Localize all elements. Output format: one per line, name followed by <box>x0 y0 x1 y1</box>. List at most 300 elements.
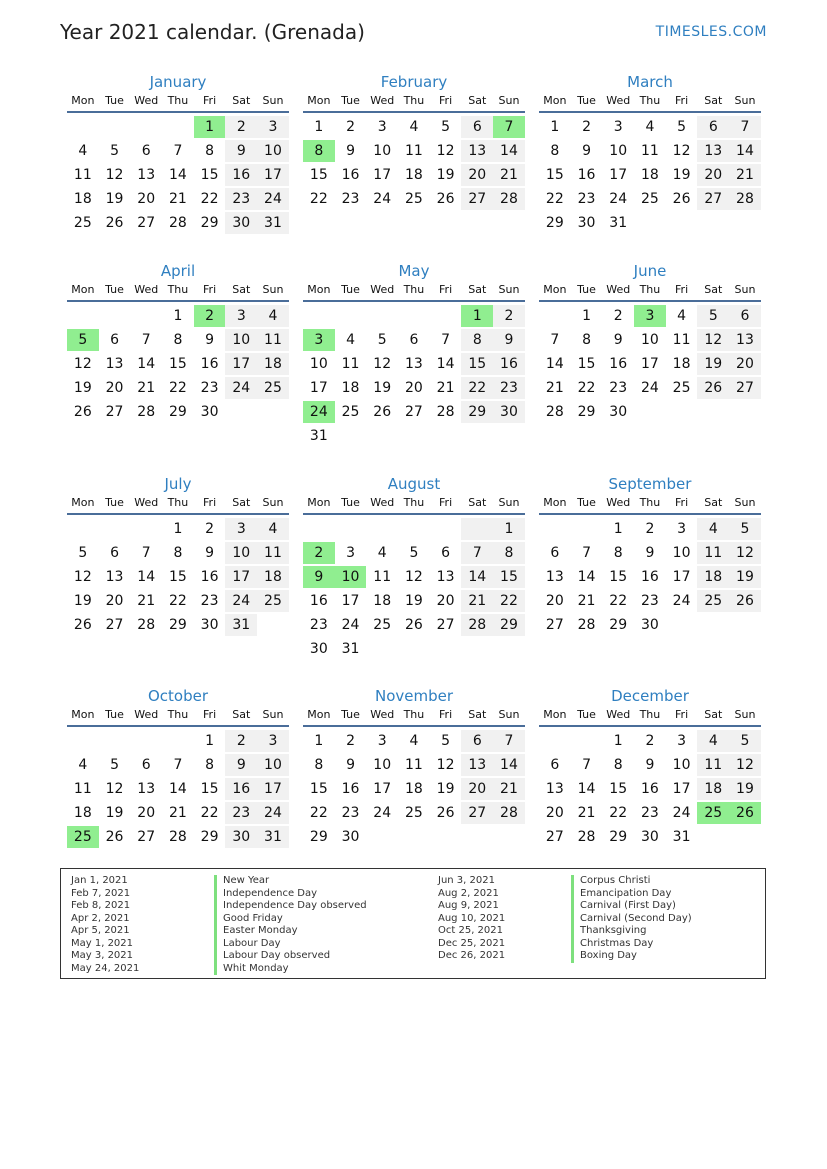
day-cell[interactable]: 16 <box>309 593 328 609</box>
day-cell[interactable]: 3 <box>225 518 257 540</box>
day-cell[interactable]: 13 <box>729 329 761 351</box>
day-cell[interactable]: 20 <box>436 593 455 609</box>
day-cell[interactable]: 23 <box>200 380 219 396</box>
day-cell[interactable]: 15 <box>609 781 628 797</box>
day-cell[interactable]: 19 <box>73 380 92 396</box>
day-cell[interactable]: 21 <box>545 380 564 396</box>
day-cell[interactable]: 23 <box>225 802 257 824</box>
day-cell[interactable]: 3 <box>346 545 355 561</box>
day-cell[interactable]: 10 <box>609 143 628 159</box>
day-cell[interactable]: 29 <box>609 829 628 845</box>
day-cell[interactable]: 5 <box>677 119 687 135</box>
day-cell[interactable]: 12 <box>729 542 761 564</box>
day-cell[interactable]: 26 <box>672 191 691 207</box>
day-cell[interactable]: 19 <box>697 353 729 375</box>
day-cell[interactable]: 29 <box>309 829 328 845</box>
holiday-day-cell[interactable]: 8 <box>303 140 335 162</box>
day-cell[interactable]: 11 <box>257 542 289 564</box>
day-cell[interactable]: 12 <box>404 569 423 585</box>
day-cell[interactable]: 18 <box>73 805 92 821</box>
day-cell[interactable]: 18 <box>373 593 392 609</box>
day-cell[interactable]: 17 <box>309 380 328 396</box>
day-cell[interactable]: 8 <box>582 332 591 348</box>
day-cell[interactable]: 18 <box>404 167 423 183</box>
day-cell[interactable]: 31 <box>257 826 289 848</box>
day-cell[interactable]: 3 <box>225 305 257 327</box>
holiday-day-cell[interactable]: 5 <box>67 329 99 351</box>
day-cell[interactable]: 25 <box>672 380 691 396</box>
day-cell[interactable]: 15 <box>309 167 328 183</box>
day-cell[interactable]: 4 <box>409 733 419 749</box>
day-cell[interactable]: 25 <box>257 377 289 399</box>
day-cell[interactable]: 16 <box>225 164 257 186</box>
day-cell[interactable]: 3 <box>613 119 623 135</box>
day-cell[interactable]: 23 <box>200 593 219 609</box>
day-cell[interactable]: 30 <box>640 829 659 845</box>
holiday-day-cell[interactable]: 7 <box>493 116 525 138</box>
day-cell[interactable]: 7 <box>441 332 451 348</box>
day-cell[interactable]: 30 <box>225 826 257 848</box>
day-cell[interactable]: 26 <box>729 590 761 612</box>
day-cell[interactable]: 24 <box>373 805 392 821</box>
day-cell[interactable]: 4 <box>346 332 355 348</box>
day-cell[interactable]: 2 <box>613 308 623 324</box>
day-cell[interactable]: 9 <box>613 332 623 348</box>
day-cell[interactable]: 22 <box>461 377 493 399</box>
day-cell[interactable]: 9 <box>205 545 215 561</box>
day-cell[interactable]: 6 <box>409 332 419 348</box>
day-cell[interactable]: 3 <box>377 733 387 749</box>
day-cell[interactable]: 29 <box>545 215 564 231</box>
day-cell[interactable]: 3 <box>257 116 289 138</box>
day-cell[interactable]: 16 <box>577 167 596 183</box>
day-cell[interactable]: 20 <box>105 380 124 396</box>
day-cell[interactable]: 14 <box>545 356 564 372</box>
day-cell[interactable]: 11 <box>73 781 92 797</box>
day-cell[interactable]: 28 <box>577 617 596 633</box>
holiday-day-cell[interactable]: 1 <box>194 116 226 138</box>
day-cell[interactable]: 2 <box>582 119 591 135</box>
day-cell[interactable]: 24 <box>225 377 257 399</box>
day-cell[interactable]: 6 <box>441 545 451 561</box>
day-cell[interactable]: 14 <box>137 569 156 585</box>
day-cell[interactable]: 27 <box>545 617 564 633</box>
day-cell[interactable]: 11 <box>257 329 289 351</box>
day-cell[interactable]: 2 <box>205 521 215 537</box>
day-cell[interactable]: 5 <box>697 305 729 327</box>
day-cell[interactable]: 22 <box>309 805 328 821</box>
day-cell[interactable]: 28 <box>493 802 525 824</box>
day-cell[interactable]: 10 <box>309 356 328 372</box>
holiday-day-cell[interactable]: 25 <box>67 826 99 848</box>
day-cell[interactable]: 18 <box>404 781 423 797</box>
holiday-day-cell[interactable]: 3 <box>303 329 335 351</box>
day-cell[interactable]: 9 <box>582 143 591 159</box>
day-cell[interactable]: 7 <box>173 757 183 773</box>
day-cell[interactable]: 17 <box>609 167 628 183</box>
day-cell[interactable]: 15 <box>200 781 219 797</box>
day-cell[interactable]: 4 <box>257 305 289 327</box>
day-cell[interactable]: 7 <box>141 545 151 561</box>
day-cell[interactable]: 14 <box>577 781 596 797</box>
day-cell[interactable]: 30 <box>640 617 659 633</box>
day-cell[interactable]: 14 <box>168 167 187 183</box>
day-cell[interactable]: 15 <box>461 353 493 375</box>
day-cell[interactable]: 31 <box>341 641 360 657</box>
day-cell[interactable]: 17 <box>225 566 257 588</box>
day-cell[interactable]: 4 <box>409 119 419 135</box>
day-cell[interactable]: 17 <box>225 353 257 375</box>
day-cell[interactable]: 9 <box>645 545 655 561</box>
day-cell[interactable]: 22 <box>168 593 187 609</box>
day-cell[interactable]: 25 <box>404 805 423 821</box>
day-cell[interactable]: 10 <box>640 332 659 348</box>
day-cell[interactable]: 24 <box>672 805 691 821</box>
day-cell[interactable]: 13 <box>461 754 493 776</box>
day-cell[interactable]: 1 <box>314 733 324 749</box>
day-cell[interactable]: 7 <box>582 545 591 561</box>
day-cell[interactable]: 11 <box>672 332 691 348</box>
day-cell[interactable]: 5 <box>110 757 119 773</box>
day-cell[interactable]: 17 <box>640 356 659 372</box>
day-cell[interactable]: 2 <box>493 305 525 327</box>
day-cell[interactable]: 24 <box>257 802 289 824</box>
day-cell[interactable]: 19 <box>436 781 455 797</box>
day-cell[interactable]: 24 <box>640 380 659 396</box>
day-cell[interactable]: 15 <box>577 356 596 372</box>
day-cell[interactable]: 28 <box>436 404 455 420</box>
day-cell[interactable]: 22 <box>168 380 187 396</box>
day-cell[interactable]: 15 <box>609 569 628 585</box>
day-cell[interactable]: 25 <box>404 191 423 207</box>
day-cell[interactable]: 11 <box>404 757 423 773</box>
day-cell[interactable]: 7 <box>141 332 151 348</box>
day-cell[interactable]: 23 <box>309 617 328 633</box>
day-cell[interactable]: 14 <box>436 356 455 372</box>
day-cell[interactable]: 28 <box>577 829 596 845</box>
day-cell[interactable]: 23 <box>609 380 628 396</box>
day-cell[interactable]: 16 <box>640 569 659 585</box>
day-cell[interactable]: 24 <box>341 617 360 633</box>
day-cell[interactable]: 27 <box>697 188 729 210</box>
day-cell[interactable]: 25 <box>73 215 92 231</box>
day-cell[interactable]: 23 <box>341 805 360 821</box>
brand-logo[interactable]: TIMESLES.COM <box>655 24 767 40</box>
day-cell[interactable]: 26 <box>697 377 729 399</box>
day-cell[interactable]: 30 <box>341 829 360 845</box>
day-cell[interactable]: 9 <box>205 332 215 348</box>
day-cell[interactable]: 9 <box>346 143 355 159</box>
day-cell[interactable]: 1 <box>205 733 215 749</box>
day-cell[interactable]: 6 <box>141 143 151 159</box>
holiday-day-cell[interactable]: 25 <box>697 802 729 824</box>
day-cell[interactable]: 6 <box>697 116 729 138</box>
holiday-day-cell[interactable]: 9 <box>303 566 335 588</box>
day-cell[interactable]: 23 <box>225 188 257 210</box>
day-cell[interactable]: 18 <box>341 380 360 396</box>
day-cell[interactable]: 14 <box>168 781 187 797</box>
day-cell[interactable]: 12 <box>73 356 92 372</box>
day-cell[interactable]: 13 <box>545 781 564 797</box>
day-cell[interactable]: 25 <box>341 404 360 420</box>
day-cell[interactable]: 21 <box>137 593 156 609</box>
day-cell[interactable]: 24 <box>672 593 691 609</box>
day-cell[interactable]: 11 <box>341 356 360 372</box>
day-cell[interactable]: 7 <box>461 542 493 564</box>
day-cell[interactable]: 5 <box>377 332 387 348</box>
holiday-day-cell[interactable]: 3 <box>634 305 666 327</box>
day-cell[interactable]: 13 <box>436 569 455 585</box>
day-cell[interactable]: 4 <box>645 119 655 135</box>
day-cell[interactable]: 30 <box>577 215 596 231</box>
day-cell[interactable]: 26 <box>373 404 392 420</box>
day-cell[interactable]: 21 <box>729 164 761 186</box>
day-cell[interactable]: 6 <box>461 116 493 138</box>
day-cell[interactable]: 11 <box>640 143 659 159</box>
day-cell[interactable]: 18 <box>697 778 729 800</box>
day-cell[interactable]: 1 <box>582 308 591 324</box>
day-cell[interactable]: 13 <box>697 140 729 162</box>
day-cell[interactable]: 5 <box>441 119 451 135</box>
day-cell[interactable]: 8 <box>493 542 525 564</box>
day-cell[interactable]: 28 <box>168 829 187 845</box>
day-cell[interactable]: 28 <box>137 404 156 420</box>
day-cell[interactable]: 12 <box>105 167 124 183</box>
day-cell[interactable]: 15 <box>545 167 564 183</box>
day-cell[interactable]: 13 <box>137 167 156 183</box>
day-cell[interactable]: 24 <box>225 590 257 612</box>
day-cell[interactable]: 4 <box>377 545 387 561</box>
holiday-day-cell[interactable]: 10 <box>335 566 367 588</box>
day-cell[interactable]: 19 <box>404 593 423 609</box>
day-cell[interactable]: 6 <box>110 332 119 348</box>
day-cell[interactable]: 27 <box>105 404 124 420</box>
day-cell[interactable]: 3 <box>257 730 289 752</box>
day-cell[interactable]: 14 <box>493 140 525 162</box>
day-cell[interactable]: 23 <box>640 805 659 821</box>
day-cell[interactable]: 28 <box>729 188 761 210</box>
day-cell[interactable]: 31 <box>609 215 628 231</box>
day-cell[interactable]: 28 <box>545 404 564 420</box>
day-cell[interactable]: 25 <box>257 590 289 612</box>
day-cell[interactable]: 19 <box>672 167 691 183</box>
day-cell[interactable]: 2 <box>645 521 655 537</box>
day-cell[interactable]: 29 <box>493 614 525 636</box>
day-cell[interactable]: 18 <box>672 356 691 372</box>
day-cell[interactable]: 17 <box>373 781 392 797</box>
day-cell[interactable]: 21 <box>137 380 156 396</box>
day-cell[interactable]: 30 <box>200 617 219 633</box>
day-cell[interactable]: 20 <box>461 778 493 800</box>
day-cell[interactable]: 10 <box>225 329 257 351</box>
day-cell[interactable]: 20 <box>137 191 156 207</box>
day-cell[interactable]: 29 <box>461 401 493 423</box>
day-cell[interactable]: 1 <box>493 518 525 540</box>
day-cell[interactable]: 22 <box>545 191 564 207</box>
day-cell[interactable]: 10 <box>257 754 289 776</box>
day-cell[interactable]: 26 <box>436 191 455 207</box>
day-cell[interactable]: 8 <box>205 143 215 159</box>
day-cell[interactable]: 21 <box>461 590 493 612</box>
day-cell[interactable]: 8 <box>205 757 215 773</box>
day-cell[interactable]: 30 <box>200 404 219 420</box>
day-cell[interactable]: 28 <box>168 215 187 231</box>
day-cell[interactable]: 24 <box>257 188 289 210</box>
day-cell[interactable]: 27 <box>404 404 423 420</box>
day-cell[interactable]: 4 <box>78 757 88 773</box>
day-cell[interactable]: 20 <box>137 805 156 821</box>
day-cell[interactable]: 22 <box>577 380 596 396</box>
day-cell[interactable]: 9 <box>225 754 257 776</box>
day-cell[interactable]: 21 <box>436 380 455 396</box>
day-cell[interactable]: 10 <box>373 757 392 773</box>
day-cell[interactable]: 10 <box>672 757 691 773</box>
day-cell[interactable]: 9 <box>346 757 355 773</box>
day-cell[interactable]: 14 <box>729 140 761 162</box>
day-cell[interactable]: 29 <box>577 404 596 420</box>
holiday-day-cell[interactable]: 2 <box>303 542 335 564</box>
day-cell[interactable]: 21 <box>168 191 187 207</box>
day-cell[interactable]: 30 <box>609 404 628 420</box>
day-cell[interactable]: 27 <box>729 377 761 399</box>
day-cell[interactable]: 20 <box>545 593 564 609</box>
day-cell[interactable]: 21 <box>577 805 596 821</box>
day-cell[interactable]: 29 <box>200 215 219 231</box>
day-cell[interactable]: 11 <box>73 167 92 183</box>
day-cell[interactable]: 6 <box>141 757 151 773</box>
day-cell[interactable]: 15 <box>309 781 328 797</box>
day-cell[interactable]: 6 <box>110 545 119 561</box>
day-cell[interactable]: 30 <box>493 401 525 423</box>
day-cell[interactable]: 1 <box>613 521 623 537</box>
day-cell[interactable]: 20 <box>461 164 493 186</box>
day-cell[interactable]: 8 <box>173 545 183 561</box>
day-cell[interactable]: 27 <box>545 829 564 845</box>
day-cell[interactable]: 13 <box>105 356 124 372</box>
day-cell[interactable]: 28 <box>137 617 156 633</box>
day-cell[interactable]: 10 <box>672 545 691 561</box>
day-cell[interactable]: 10 <box>373 143 392 159</box>
day-cell[interactable]: 7 <box>550 332 560 348</box>
day-cell[interactable]: 12 <box>436 757 455 773</box>
day-cell[interactable]: 27 <box>436 617 455 633</box>
day-cell[interactable]: 18 <box>73 191 92 207</box>
day-cell[interactable]: 8 <box>173 332 183 348</box>
day-cell[interactable]: 9 <box>225 140 257 162</box>
day-cell[interactable]: 13 <box>545 569 564 585</box>
day-cell[interactable]: 17 <box>341 593 360 609</box>
day-cell[interactable]: 19 <box>729 778 761 800</box>
day-cell[interactable]: 6 <box>461 730 493 752</box>
day-cell[interactable]: 15 <box>200 167 219 183</box>
day-cell[interactable]: 10 <box>225 542 257 564</box>
day-cell[interactable]: 22 <box>200 191 219 207</box>
day-cell[interactable]: 26 <box>73 404 92 420</box>
day-cell[interactable]: 13 <box>105 569 124 585</box>
day-cell[interactable]: 4 <box>697 518 729 540</box>
day-cell[interactable]: 31 <box>672 829 691 845</box>
day-cell[interactable]: 1 <box>173 308 183 324</box>
day-cell[interactable]: 25 <box>373 617 392 633</box>
day-cell[interactable]: 5 <box>729 518 761 540</box>
day-cell[interactable]: 17 <box>257 164 289 186</box>
day-cell[interactable]: 3 <box>677 733 687 749</box>
day-cell[interactable]: 12 <box>697 329 729 351</box>
day-cell[interactable]: 9 <box>493 329 525 351</box>
day-cell[interactable]: 17 <box>373 167 392 183</box>
day-cell[interactable]: 16 <box>200 356 219 372</box>
day-cell[interactable]: 26 <box>404 617 423 633</box>
day-cell[interactable]: 22 <box>609 805 628 821</box>
day-cell[interactable]: 29 <box>200 829 219 845</box>
day-cell[interactable]: 15 <box>168 569 187 585</box>
day-cell[interactable]: 18 <box>640 167 659 183</box>
day-cell[interactable]: 19 <box>73 593 92 609</box>
day-cell[interactable]: 20 <box>729 353 761 375</box>
day-cell[interactable]: 19 <box>105 191 124 207</box>
day-cell[interactable]: 28 <box>493 188 525 210</box>
day-cell[interactable]: 29 <box>609 617 628 633</box>
day-cell[interactable]: 2 <box>346 119 355 135</box>
day-cell[interactable]: 7 <box>729 116 761 138</box>
day-cell[interactable]: 8 <box>550 143 560 159</box>
day-cell[interactable]: 5 <box>729 730 761 752</box>
day-cell[interactable]: 18 <box>257 353 289 375</box>
day-cell[interactable]: 6 <box>550 757 560 773</box>
day-cell[interactable]: 5 <box>78 545 88 561</box>
day-cell[interactable]: 14 <box>137 356 156 372</box>
day-cell[interactable]: 4 <box>677 308 687 324</box>
day-cell[interactable]: 17 <box>257 778 289 800</box>
day-cell[interactable]: 24 <box>609 191 628 207</box>
day-cell[interactable]: 8 <box>314 757 324 773</box>
day-cell[interactable]: 16 <box>493 353 525 375</box>
day-cell[interactable]: 28 <box>461 614 493 636</box>
day-cell[interactable]: 3 <box>677 521 687 537</box>
day-cell[interactable]: 17 <box>672 569 691 585</box>
day-cell[interactable]: 11 <box>373 569 392 585</box>
day-cell[interactable]: 10 <box>257 140 289 162</box>
day-cell[interactable]: 3 <box>377 119 387 135</box>
day-cell[interactable]: 5 <box>409 545 419 561</box>
day-cell[interactable]: 20 <box>697 164 729 186</box>
day-cell[interactable]: 4 <box>697 730 729 752</box>
day-cell[interactable]: 30 <box>309 641 328 657</box>
day-cell[interactable]: 7 <box>582 757 591 773</box>
day-cell[interactable]: 11 <box>404 143 423 159</box>
day-cell[interactable]: 2 <box>225 116 257 138</box>
day-cell[interactable]: 22 <box>493 590 525 612</box>
day-cell[interactable]: 21 <box>493 778 525 800</box>
day-cell[interactable]: 8 <box>613 545 623 561</box>
day-cell[interactable]: 7 <box>173 143 183 159</box>
day-cell[interactable]: 20 <box>404 380 423 396</box>
day-cell[interactable]: 4 <box>78 143 88 159</box>
day-cell[interactable]: 8 <box>461 329 493 351</box>
day-cell[interactable]: 15 <box>493 566 525 588</box>
day-cell[interactable]: 13 <box>137 781 156 797</box>
day-cell[interactable]: 5 <box>441 733 451 749</box>
day-cell[interactable]: 27 <box>461 802 493 824</box>
day-cell[interactable]: 16 <box>341 781 360 797</box>
day-cell[interactable]: 12 <box>436 143 455 159</box>
day-cell[interactable]: 22 <box>200 805 219 821</box>
day-cell[interactable]: 11 <box>697 754 729 776</box>
day-cell[interactable]: 16 <box>225 778 257 800</box>
day-cell[interactable]: 12 <box>729 754 761 776</box>
day-cell[interactable]: 31 <box>225 614 257 636</box>
day-cell[interactable]: 26 <box>73 617 92 633</box>
